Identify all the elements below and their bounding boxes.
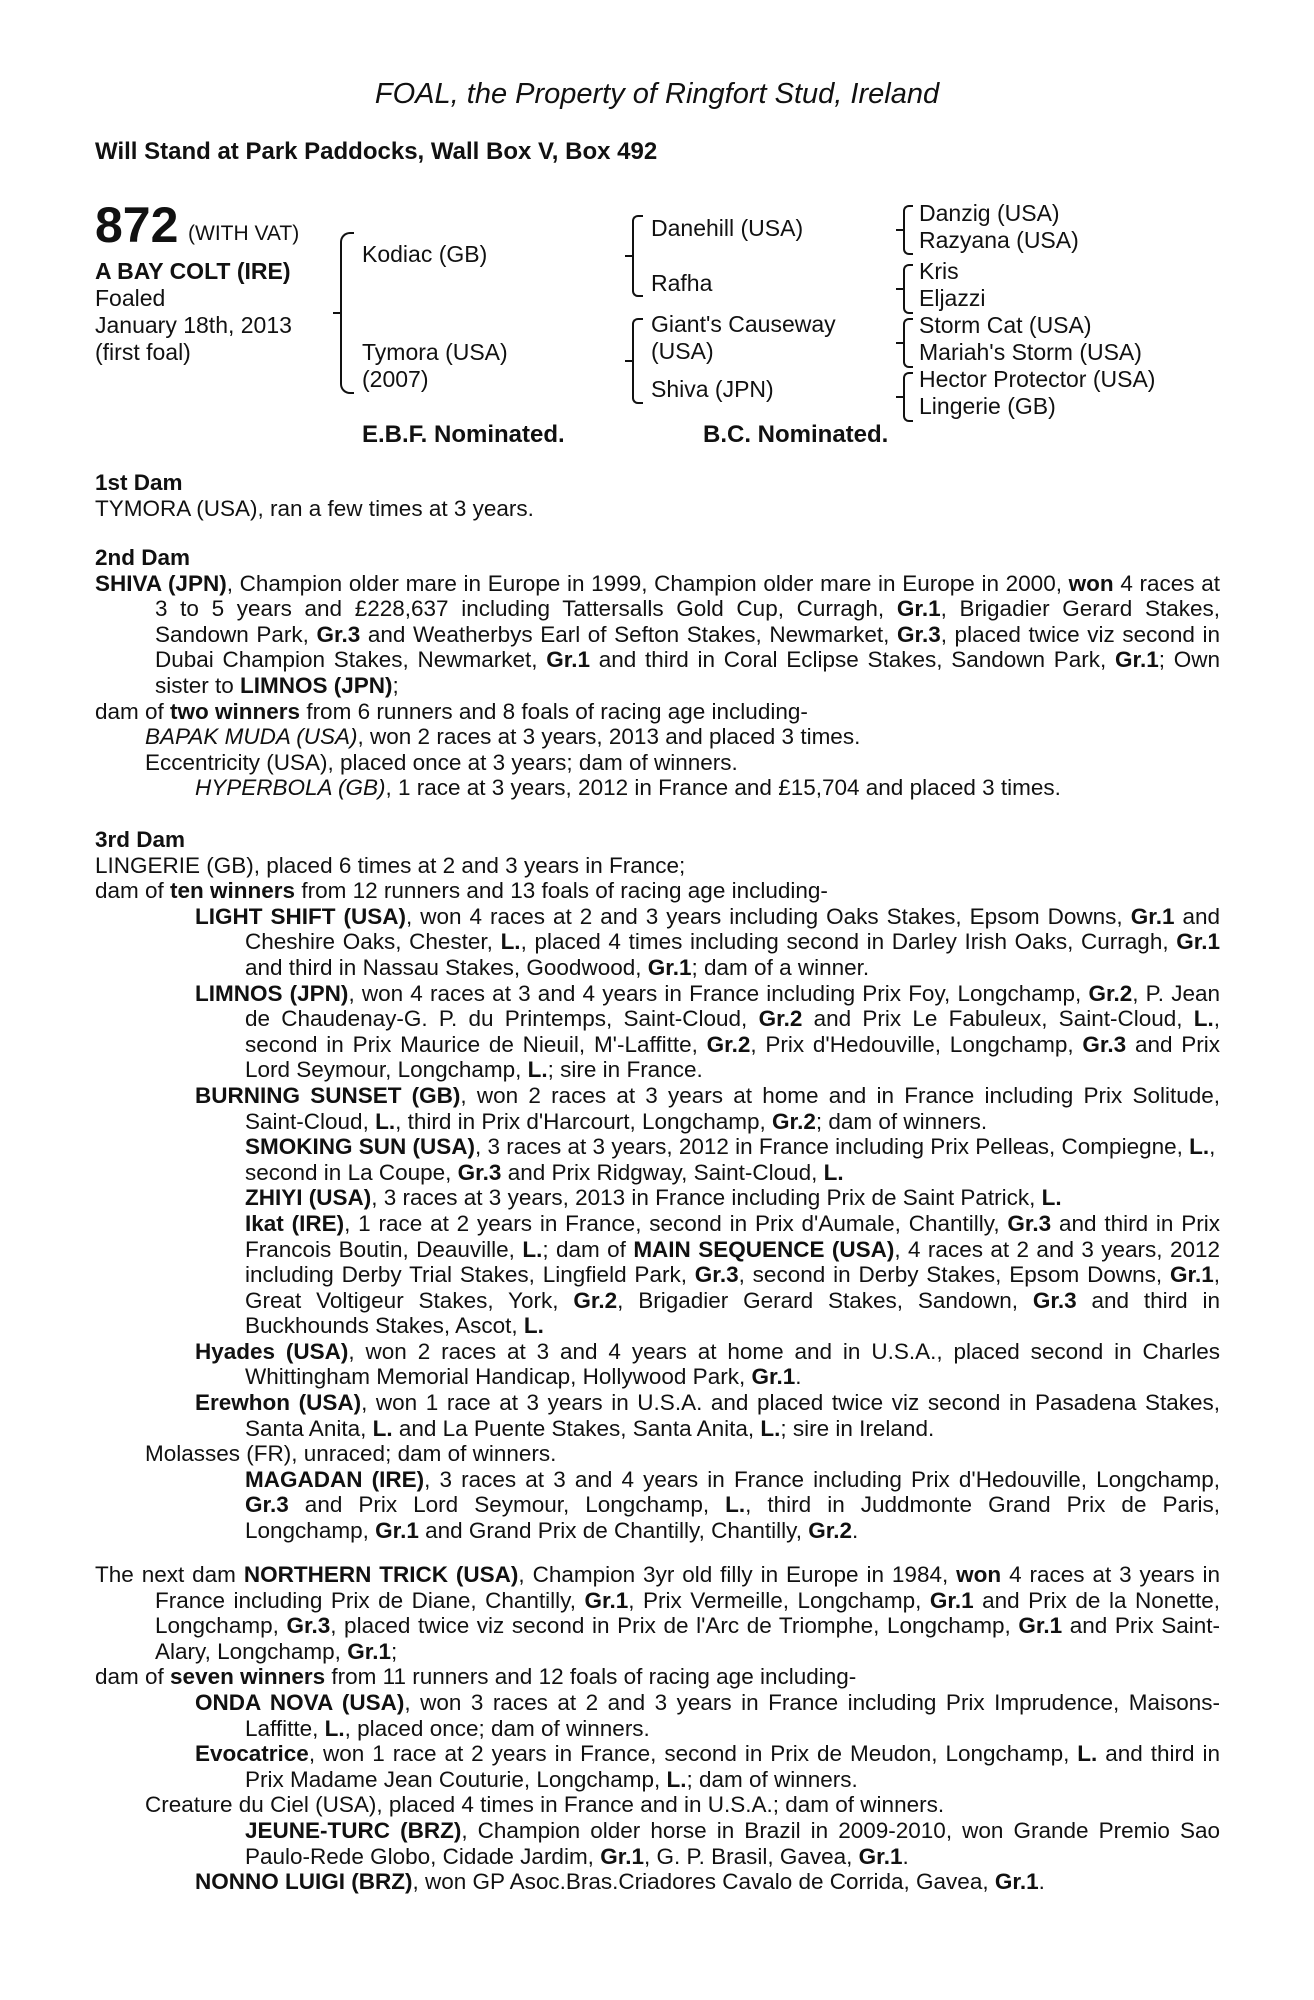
horse-name: SHIVA (JPN) [95,570,227,596]
bc-nominated: B.C. Nominated. [703,421,889,448]
pedigree-g7: Hector Protector (USA) [919,366,1156,392]
pedigree-brace-3d [903,372,913,422]
pedigree-dam-sire-country: (USA) [651,338,714,364]
ebf-nominated: E.B.F. Nominated. [362,421,565,448]
pedigree-g4: Eljazzi [919,285,986,311]
pedigree-brace-1 [340,232,354,394]
lingerie-record: LINGERIE (GB), placed 6 times at 2 and 3 years in France; [95,852,686,878]
second-dam-section [95,545,1220,801]
produce-entry: HYPERBOLA (GB), 1 race at 3 years, 2012 in France and £15,704 and placed 3 times. [195,775,1061,801]
vat-label: (WITH VAT) [188,222,300,245]
pedigree-g1: Danzig (USA) [919,200,1060,226]
shiva-record: SHIVA (JPN), Champion older mare in Europe in 1999, Champion older mare in Europe in 2000, won 4 races at 3 to 5 years and £228,637 including Tattersalls Gold Cup, Curragh, Gr.1, Brigadier Gerard Stakes, Sandown Park, Gr.3 and Weatherbys Earl of Sefton Stakes, Newmarket, Gr.3, placed twice viz second in Dubai Champion Stakes, Newmarket, Gr.1 and third in Coral Eclipse Stakes, Sandown Park, Gr.1; Own sister to LIMNOS (JPN); [95,570,1220,698]
pedigree-sire-sire: Danehill (USA) [651,215,804,241]
northern-trick-record: The next dam NORTHERN TRICK (USA), Champion 3yr old filly in Europe in 1984, won 4 races at 3 years in France including Prix de Diane, Chantilly, Gr.1, Prix Vermeille, Longchamp, Gr.1 and Prix de la Nonette, Longchamp, Gr.3, placed twice viz second in Prix de l'Arc de Triomphe, Longchamp, Gr.1 and Prix Saint-Alary, Longchamp, Gr.1; [95,1562,1221,1664]
pedigree-dam: Tymora (USA) [362,339,508,365]
produce-entry: LIGHT SHIFT (USA), won 4 races at 2 and 3 years including Oaks Stakes, Epsom Downs, Gr.1 and Cheshire Oaks, Chester, L., placed 4 times including second in Darley Irish Oaks, Curragh, Gr.1 and third in Nassau Stakes, Goodwood, Gr.1; dam of a winner. [195,903,1221,980]
produce-entry: Molasses (FR), unraced; dam of winners. [145,1441,557,1467]
pedigree-dam-sire: Giant's Causeway [651,311,836,337]
pedigree-sire: Kodiac (GB) [362,241,488,267]
pedigree-dam-year: (2007) [362,366,429,392]
first-dam-section [95,470,1220,521]
produce-entry: LIMNOS (JPN), won 4 races at 3 and 4 years in France including Prix Foy, Longchamp, Gr.2, P. Jean de Chaudenay-G. P. du Printemps, Saint-Cloud, Gr.2 and Prix Le Fabuleux, Saint-Cloud, L., second in Prix Maurice de Nieuil, M'-Laffitte, Gr.2, Prix d'Hedouville, Longchamp, Gr.3 and Prix Lord Seymour, Longchamp, L.; sire in France. [195,980,1221,1083]
produce-entry: Eccentricity (USA), placed once at 3 years; dam of winners. [145,749,738,775]
produce-entry: Ikat (IRE), 1 race at 2 years in France, second in Prix d'Aumale, Chantilly, Gr.3 and third in Prix Francois Boutin, Deauville, L.; dam of MAIN SEQUENCE (USA), 4 races at 2 and 3 years, 2012 including Derby Trial Stakes, Lingfield Park, Gr.3, second in Derby Stakes, Epsom Downs, Gr.1, Great Voltigeur Stakes, York, Gr.2, Brigadier Gerard Stakes, Sandown, Gr.3 and third in Buckhounds Stakes, Ascot, L. [245,1210,1221,1339]
pedigree-g8: Lingerie (GB) [919,393,1056,419]
produce-entry: Erewhon (USA), won 1 race at 3 years in U.S.A. and placed twice viz second in Pasadena Stakes, Santa Anita, L. and La Puente Stakes, Santa Anita, L.; sire in Ireland. [195,1390,1220,1441]
next-dam-section [95,1562,1220,1895]
lot-number: 872 [95,197,179,253]
third-dam-section [95,827,1220,1544]
pedigree-dam-dam: Shiva (JPN) [651,376,774,402]
pedigree-brace-3a [903,205,913,255]
produce-entry: JEUNE-TURC (BRZ), Champion older horse in Brazil in 2009-2010, won Grande Premio Sao Paulo-Rede Globo, Cidade Jardim, Gr.1, G. P. Brasil, Gavea, Gr.1. [245,1817,1220,1869]
third-dam-produce-summary: dam of ten winners from 12 runners and 13 foals of racing age including- [95,878,828,904]
lot-description: A BAY COLT (IRE) [95,258,291,284]
pedigree-brace-3b [903,264,913,314]
first-dam-heading: 1st Dam [95,470,183,495]
foal-note: (first foal) [95,339,191,365]
page-title: FOAL, the Property of Ringfort Stud, Ireland [374,78,940,110]
produce-entry: MAGADAN (IRE), 3 races at 3 and 4 years in France including Prix d'Hedouville, Longchamp, Gr.3 and Prix Lord Seymour, Longchamp, L., third in Juddmonte Grand Prix de Paris, Longchamp, Gr.1 and Grand Prix de Chantilly, Chantilly, Gr.2. [245,1466,1221,1544]
third-dam-heading: 3rd Dam [95,827,186,852]
produce-entry: BURNING SUNSET (GB), won 2 races at 3 years at home and in France including Prix Solitude, Saint-Cloud, L., third in Prix d'Harcourt, Longchamp, Gr.2; dam of winners. [195,1082,1220,1134]
second-dam-produce-summary: dam of two winners from 6 runners and 8 foals of racing age including- [95,698,808,724]
pedigree-g6: Mariah's Storm (USA) [919,339,1142,365]
produce-entry: Hyades (USA), won 2 races at 3 and 4 years at home and in U.S.A., placed second in Charles Whittingham Memorial Handicap, Hollywood Park, Gr.1. [195,1338,1220,1390]
pedigree-brace-2b [632,318,643,404]
pedigree-g2: Razyana (USA) [919,227,1079,253]
pedigree-g5: Storm Cat (USA) [919,312,1092,338]
next-dam-produce-summary: dam of seven winners from 11 runners and 12 foals of racing age including- [95,1664,857,1690]
produce-entry: Evocatrice, won 1 race at 2 years in France, second in Prix de Meudon, Longchamp, L. and third in Prix Madame Jean Couturie, Longchamp, L.; dam of winners. [195,1741,1220,1792]
produce-entry: BAPAK MUDA (USA), won 2 races at 3 years, 2013 and placed 3 times. [145,724,861,750]
pedigree-brace-3c [903,318,913,368]
pedigree-sire-dam: Rafha [651,270,713,296]
first-dam-text: TYMORA (USA), ran a few times at 3 years. [95,495,534,521]
produce-entry: ZHIYI (USA), 3 races at 3 years, 2013 in France including Prix de Saint Patrick, L. [245,1185,1062,1211]
foaled-label: Foaled [95,285,166,311]
produce-entry: NONNO LUIGI (BRZ), won GP Asoc.Bras.Criadores Cavalo de Corrida, Gavea, Gr.1. [195,1869,1045,1895]
stand-location: Will Stand at Park Paddocks, Wall Box V, Box 492 [95,138,658,165]
produce-entry: Creature du Ciel (USA), placed 4 times in France and in U.S.A.; dam of winners. [145,1792,945,1818]
foaled-date: January 18th, 2013 [95,312,292,338]
second-dam-heading: 2nd Dam [95,545,191,570]
pedigree-g3: Kris [919,258,959,284]
produce-entry: ONDA NOVA (USA), won 3 races at 2 and 3 years in France including Prix Imprudence, Maisons-Laffitte, L., placed once; dam of winners. [195,1689,1220,1741]
produce-entry: SMOKING SUN (USA), 3 races at 3 years, 2012 in France including Prix Pelleas, Compiegne, L., second in La Coupe, Gr.3 and Prix Ridgway, Saint-Cloud, L. [245,1134,1216,1185]
pedigree-brace-2a [632,215,643,297]
